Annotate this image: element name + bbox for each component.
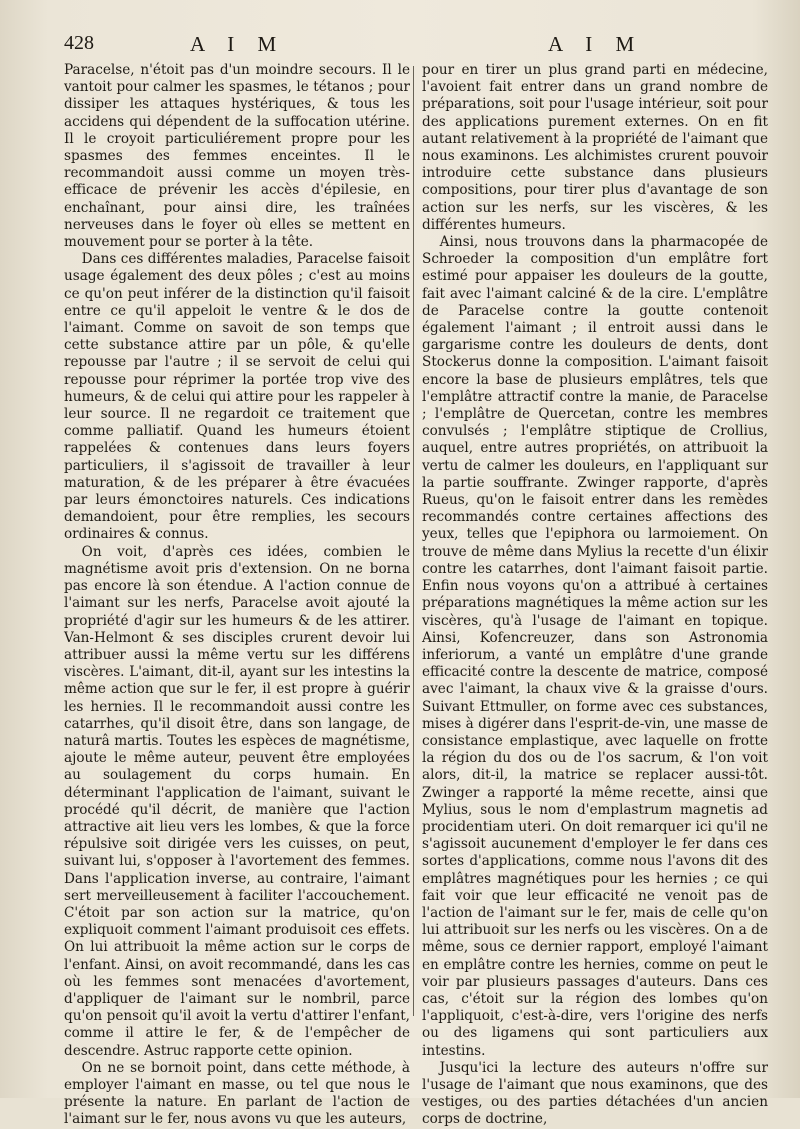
running-head-left: A I M bbox=[190, 32, 286, 56]
paragraph: Paracelse, n'étoit pas d'un moindre secours. Il le vantoit pour calmer les spasmes, le tétanos ; pour dissiper les attaques hystériques, & tous les accidens qui dépendent de la suffocation utérine. Il le croyoit particuliérement propre pour les spasmes des femmes enceintes. Il le recommandoit aussi comme un moyen très-efficace de prévenir les accès d'épilesie, en enchaînant, pour ainsi dire, les traînées nerveuses dans le foyer où elles se mettent en mouvement pour se porter à la tête. bbox=[64, 62, 410, 251]
paragraph: Dans ces différentes maladies, Paracelse faisoit usage également des deux pôles ; c'est au moins ce qu'on peut inférer de la distinction qu'il faisoit entre ce qu'il appeloit le ventre & le dos de l'aimant. Comme on savoit de son temps que cette substance attire par un pôle, & qu'elle repousse par l'autre ; il se servoit de celui qui repousse pour réprimer la portée trop vive des humeurs, & de celui qui attire pour les rappeler à leur source. Il ne regardoit ce traitement que comme palliatif. Quand les humeurs étoient rappelées & contenues dans leurs foyers particuliers, il s'agissoit de travailler à leur maturation, & de les préparer à être évacuées par leurs émonctoires naturels. Ces indications demandoient, pour être remplies, les secours ordinaires & connus. bbox=[64, 251, 410, 543]
column-divider bbox=[413, 66, 414, 1016]
paragraph: pour en tirer un plus grand parti en médecine, l'avoient fait entrer dans un grand nombre de préparations, soit pour l'usage intérieur, soit pour des applications purement externes. On en fit autant relativement à la propriété de l'aimant que nous examinons. Les alchimistes crurent pouvoir introduire cette substance dans plusieurs compositions, pour tirer plus d'avantage de son action sur les nerfs, sur les viscères, & les différentes humeurs. bbox=[422, 62, 768, 233]
right-column bbox=[422, 62, 768, 1128]
paragraph: Jusqu'ici la lecture des auteurs n'offre sur l'usage de l'aimant que nous examinons, que des vestiges, ou des parties détachées d'un ancien corps de doctrine, bbox=[422, 1059, 768, 1128]
page-number: 428 bbox=[64, 32, 94, 54]
left-column bbox=[64, 62, 410, 1128]
paragraph: Ainsi, nous trouvons dans la pharmacopée de Schroeder la composition d'un emplâtre fort estimé pour appaiser les douleurs de la goutte, fait avec l'aimant calciné & de la cire. L'emplâtre de Paracelse contre la goutte contenoit également l'aimant ; il entroit aussi dans le gargarisme contre les douleurs de dents, dont Stockerus donne la composition. L'aimant faisoit encore la base de plusieurs emplâtres, tels que l'emplâtre attractif contre la manie, de Paracelse ; l'emplâtre de Quercetan, contre les membres convulsés ; l'emplâtre stiptique de Crollius, auquel, entre autres propriétés, on attribuoit la vertu de calmer les douleurs, en l'appliquant sur la partie souffrante. Zwinger rapporte, d'après Rueus, qu'on le faisoit entrer dans les remèdes recommandés contre certaines affections des yeux, telles que l'epiphora ou larmoiement. On trouve de même dans Mylius la recette d'un élixir contre les catarrhes, dont l'aimant faisoit partie. Enfin nous voyons qu'on a attribué à certaines préparations magnétiques la même action sur les viscères, qu'à l'usage de l'aimant en topique. Ainsi, Kofencreuzer, dans son Astronomia inferiorum, a vanté un emplâtre d'une grande efficacité contre la descente de matrice, composé avec l'aimant, la chaux vive & la graisse d'ours. Suivant Ettmuller, on forme avec ces substances, mises à digérer dans l'esprit-de-vin, une masse de consistance emplastique, avec laquelle on frotte la région du dos ou de l'os sacrum, & l'on voit alors, dit-il, la matrice se replacer aussi-tôt. Zwinger a rapporté la même recette, ainsi que Mylius, sous le nom d'emplastrum magnetis ad procidentiam uteri. On doit remarquer ici qu'il ne s'agissoit aucunement d'employer le fer dans ces sortes d'applications, comme nous l'avons dit des emplâtres magnétiques pour les hernies ; ce qui fait voir que leur efficacité ne venoit pas de l'action de l'aimant sur le fer, mais de celle qu'on lui attribuoit sur les nerfs ou les viscères. On a de même, sous ce dernier rapport, employé l'aimant en emplâtre contre les hernies, comme on peut le voir par plusieurs passages d'auteurs. Dans ces cas, c'étoit sur la région des lombes qu'on l'appliquoit, c'est-à-dire, vers l'origine des nerfs ou des ligamens qui sont particuliers aux intestins. bbox=[422, 234, 768, 1059]
paragraph: On ne se bornoit point, dans cette méthode, à employer l'aimant en masse, ou tel que nous le présente la nature. En parlant de l'action de l'aimant sur le fer, nous avons vu que les auteurs, bbox=[64, 1059, 410, 1128]
running-head-right: A I M bbox=[548, 32, 644, 56]
paragraph: On voit, d'après ces idées, combien le magnétisme avoit pris d'extension. On ne borna pas encore là son étendue. A l'action connue de l'aimant sur les nerfs, Paracelse avoit ajouté la propriété d'agir sur les humeurs & de les attirer. Van-Helmont & ses disciples crurent devoir lui attribuer aussi la même vertu sur les différens viscères. L'aimant, dit-il, ayant sur les intestins la même action que sur le fer, il est propre à guérir les hernies. Il le recommandoit aussi contre les catarrhes, qu'il disoit être, dans son langage, de naturâ martis. Toutes les espèces de magnétisme, ajoute le même auteur, peuvent être employées au soulagement du corps humain. En déterminant l'application de l'aimant, suivant le procédé qu'il décrit, de manière que l'action attractive ait lieu vers les lombes, & que la force répulsive soit dirigée vers les cuisses, on peut, suivant lui, s'opposer à l'avortement des femmes. Dans l'application inverse, au contraire, l'aimant sert merveilleusement à faciliter l'accouchement. C'étoit par son action sur la matrice, qu'on expliquoit comment l'aimant produisoit ces effets. On lui attribuoit la même action sur le corps de l'enfant. Ainsi, on avoit recommandé, dans les cas où les femmes sont menacées d'avortement, d'appliquer de l'aimant sur le nombril, parce qu'on pensoit qu'il avoit la vertu d'attirer l'enfant, comme il attire le fer, & de l'empêcher de descendre. Astruc rapporte cette opinion. bbox=[64, 543, 410, 1059]
